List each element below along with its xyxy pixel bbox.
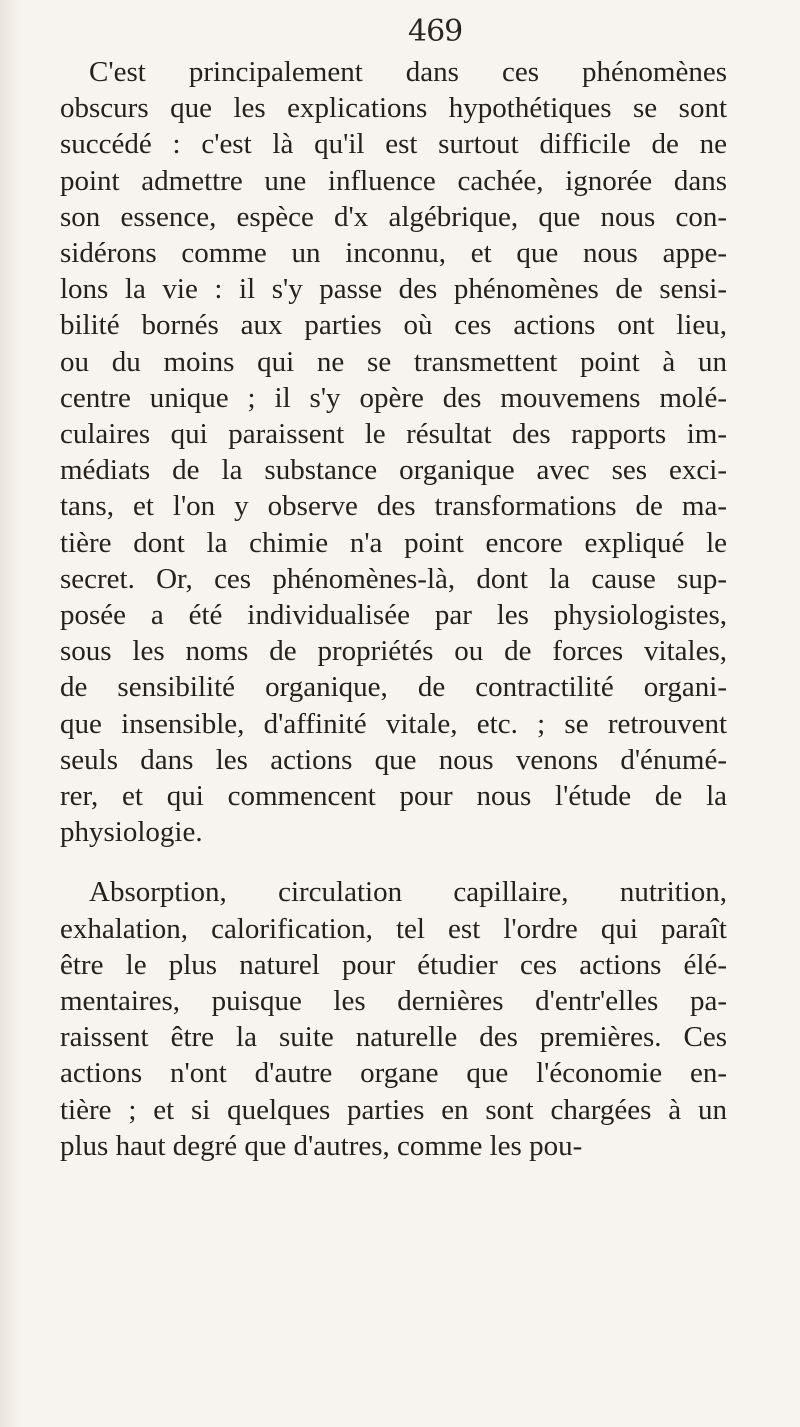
text-line: centre unique ; il s'y opère des mouvemens molé-	[60, 382, 727, 414]
text-line: tière dont la chimie n'a point encore expliqué le	[60, 527, 727, 559]
text-line: succédé : c'est là qu'il est surtout difficile de ne	[60, 128, 727, 160]
text-line: obscurs que les explications hypothétiques se sont	[60, 92, 727, 124]
text-line: tans, et l'on y observe des transformations de ma-	[60, 490, 727, 522]
text-line: physiologie.	[60, 816, 203, 848]
page-edge-shadow	[0, 0, 22, 1427]
text-line: lons la vie : il s'y passe des phénomènes de sensi-	[60, 273, 727, 305]
text-line: C'est principalement dans ces phénomènes	[89, 56, 727, 88]
text-line: ou du moins qui ne se transmettent point à un	[60, 346, 727, 378]
text-line: que insensible, d'affinité vitale, etc. ; se retrouvent	[60, 708, 727, 740]
text-line: exhalation, calorification, tel est l'ordre qui paraît	[60, 913, 727, 945]
page-number: 469	[408, 14, 463, 49]
text-line: actions n'ont d'autre organe que l'économie en-	[60, 1057, 727, 1089]
text-line: médiats de la substance organique avec ses exci-	[60, 454, 727, 486]
text-line: posée a été individualisée par les physiologistes,	[60, 599, 727, 631]
text-line: tière ; et si quelques parties en sont chargées à un	[60, 1094, 727, 1126]
text-line: rer, et qui commencent pour nous l'étude de la	[60, 780, 727, 812]
text-line: culaires qui paraissent le résultat des rapports im-	[60, 418, 727, 450]
text-line: sidérons comme un inconnu, et que nous appe-	[60, 237, 727, 269]
text-line: plus haut degré que d'autres, comme les pou-	[60, 1130, 583, 1162]
text-line: de sensibilité organique, de contractilité organi-	[60, 671, 727, 703]
text-line: Absorption, circulation capillaire, nutrition,	[89, 876, 727, 908]
text-line: seuls dans les actions que nous venons d'énumé-	[60, 744, 727, 776]
text-line: mentaires, puisque les dernières d'entr'elles pa-	[60, 985, 727, 1017]
text-line: sous les noms de propriétés ou de forces vitales,	[60, 635, 727, 667]
text-line: raissent être la suite naturelle des premières. Ces	[60, 1021, 727, 1053]
text-line: être le plus naturel pour étudier ces actions élé-	[60, 949, 727, 981]
text-line: secret. Or, ces phénomènes-là, dont la cause sup-	[60, 563, 727, 595]
text-line: point admettre une influence cachée, ignorée dans	[60, 165, 727, 197]
text-line: bilité bornés aux parties où ces actions ont lieu,	[60, 309, 727, 341]
text-line: son essence, espèce d'x algébrique, que nous con-	[60, 201, 727, 233]
